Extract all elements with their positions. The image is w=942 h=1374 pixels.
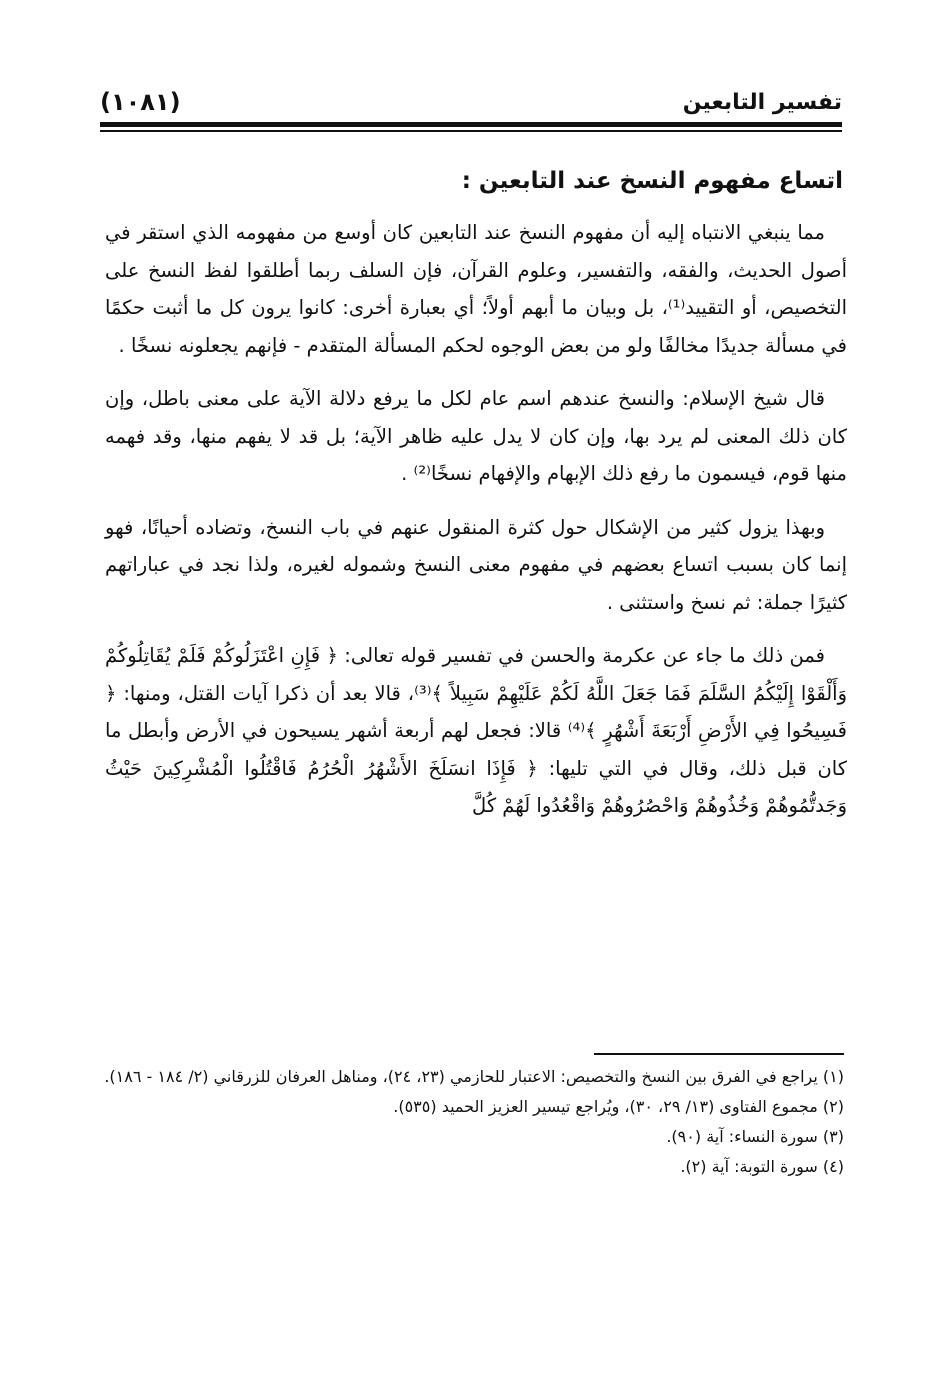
page-number: (١٠٨١)	[100, 88, 181, 116]
footnote-3: (٣) سورة النساء: آية (٩٠).	[666, 1127, 844, 1146]
footnote-4: (٤) سورة التوبة: آية (٢).	[680, 1157, 844, 1176]
paragraph-3: وبهذا يزول كثير من الإشكال حول كثرة المنقول عنهم في باب النسخ، وتضاده أحيانًا، فهو إنما كان بسبب اتساع بعضهم في مفهوم معنى النسخ وشموله لغيره، ولذا نجد في عباراتهم كثيرًا جملة: ثم نسخ واستثنى .	[105, 515, 847, 614]
paragraph-2: قال شيخ الإسلام: والنسخ عندهم اسم عام لكل ما يرفع دلالة الآية على معنى باطل، وإن كان ذلك المعنى لم يرد بها، وإن كان لا يدل عليه ظاهر الآية؛ بل قد لا يفهم منها، وقد فهمه منها قوم، فيسمون ما رفع ذلك الإبهام والإفهام نسخًا⁽²⁾ .	[105, 387, 847, 485]
section-heading: اتساع مفهوم النسخ عند التابعين :	[461, 168, 843, 194]
footnote-2: (٢) مجموع الفتاوى (١٣/ ٢٩، ٣٠)، ويُراجع تيسير العزيز الحميد (٥٣٥).	[393, 1097, 844, 1116]
running-title: تفسير التابعين	[682, 90, 842, 115]
header-rule-thick	[100, 122, 842, 127]
header-rule-thin	[100, 130, 842, 132]
footnotes	[95, 1062, 844, 1182]
main-text	[105, 168, 847, 841]
paragraph-1: مما ينبغي الانتباه إليه أن مفهوم النسخ عند التابعين كان أوسع من مفهومه الذي استقر في أصول الحديث، والفقه، والتفسير، وعلوم القرآن، فإن السلف ربما أطلقوا لفظ النسخ على التخصيص، أو التقييد⁽¹⁾، بل وبيان ما أبهم أولاً؛ أي بعبارة أخرى: كانوا يرون كل ما أثبت حكمًا في مسألة جديدًا مخالفًا ولو من بعض الوجوه لحكم المسألة المتقدم - فإنهم يجعلونه نسخًا .	[105, 221, 847, 357]
footnote-separator	[594, 1053, 844, 1055]
footnote-1: (١) يراجع في الفرق بين النسخ والتخصيص: الاعتبار للحازمي (٢٣، ٢٤)، ومناهل العرفان للزرقاني (٢/ ١٨٤ - ١٨٦).	[104, 1067, 844, 1086]
paragraph-4: فمن ذلك ما جاء عن عكرمة والحسن في تفسير قوله تعالى: ﴿ فَإِنِ اعْتَزَلُوكُمْ فَلَمْ يُقَاتِلُوكُمْ وَأَلْقَوْا إِلَيْكُمُ السَّلَمَ فَمَا جَعَلَ اللَّهُ لَكُمْ عَلَيْهِمْ سَبِيلاً ﴾⁽³⁾، قالا بعد أن ذكرا آيات القتل، ومنها: ﴿ فَسِيحُوا فِي الأَرْضِ أَرْبَعَةَ أَشْهُرٍ ﴾⁽⁴⁾ قالا: فجعل لهم أربعة أشهر يسيحون في الأرض وأبطل ما كان قبل ذلك، وقال في التي تليها: ﴿ فَإِذَا انسَلَخَ الأَشْهُرُ الْحُرُمُ فَاقْتُلُوا الْمُشْرِكِينَ حَيْثُ وَجَدتُّمُوهُمْ وَخُذُوهُمْ وَاحْصُرُوهُمْ وَاقْعُدُوا لَهُمْ كُلَّ	[105, 644, 847, 817]
running-header	[100, 84, 842, 120]
